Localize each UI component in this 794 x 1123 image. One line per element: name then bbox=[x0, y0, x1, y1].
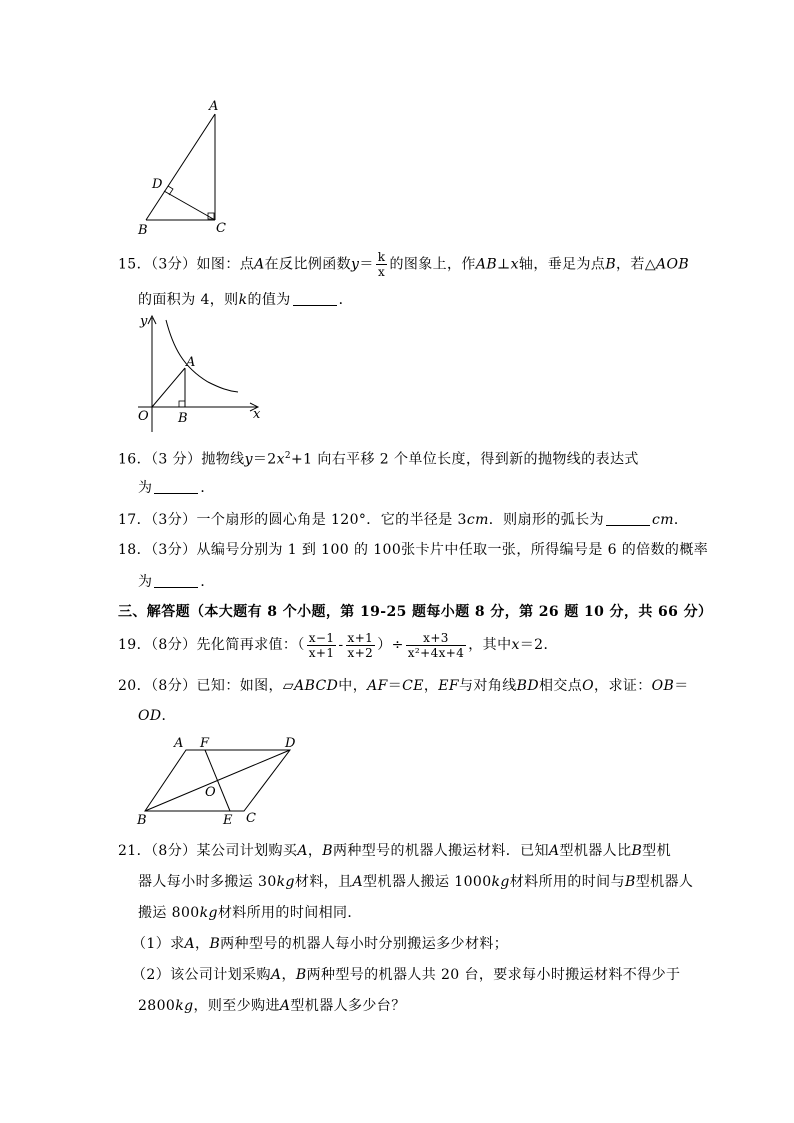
fraction-3: $\frac{x+3}{\text{x²+4x+4}}$ bbox=[407, 630, 465, 660]
label-y: y bbox=[140, 314, 148, 329]
question-16-line-2: 为 ． bbox=[138, 480, 215, 496]
label-o: O bbox=[205, 785, 216, 800]
fraction-1: $\frac{x-1}{x+1}$ bbox=[308, 630, 335, 660]
question-21-part-2-line-1: （2）该公司计划采购A，B两种型号的机器人共 20 台，要求每小时搬运材料不得少于 bbox=[132, 967, 681, 983]
label-a: A bbox=[186, 355, 196, 370]
label-b: B bbox=[178, 411, 188, 426]
label-a: A bbox=[174, 736, 184, 751]
answer-blank bbox=[154, 479, 198, 494]
label-c: C bbox=[216, 221, 226, 236]
coordinate-figure-q15 bbox=[128, 312, 268, 440]
question-21-line-1: 21．（8分）某公司计划购买A，B两种型号的机器人搬运材料．已知A型机器人比B型机 bbox=[118, 843, 671, 859]
question-21-line-3: 搬运 800kg材料所用的时间相同． bbox=[138, 905, 362, 921]
question-17: 17．（3分）一个扇形的圆心角是 120°．它的半径是 3cm．则扇形的弧长为 cm． bbox=[118, 512, 689, 528]
question-21-line-2: 器人每小时多搬运 30kg材料，且A型机器人搬运 1000kg材料所用的时间与B型机器人 bbox=[138, 874, 694, 890]
question-18-line-2: 为 ． bbox=[138, 574, 215, 590]
question-21-part-2-line-2: 2800kg，则至少购进A型机器人多少台？ bbox=[138, 998, 406, 1014]
label-b: B bbox=[137, 813, 147, 828]
answer-blank bbox=[606, 511, 650, 526]
label-b: B bbox=[138, 223, 148, 238]
fraction-2: $\frac{x+1}{x+2}$ bbox=[347, 630, 374, 660]
question-21-part-1: （1）求A，B两种型号的机器人每小时分别搬运多少材料； bbox=[132, 936, 509, 952]
question-20-line-2: OD． bbox=[138, 708, 176, 724]
question-15-line-1: 15．（3分）如图：点A在反比例函数y＝ $\frac{k}{x}$ 的图象上，作AB⊥x轴，垂足为点B，若△AOB bbox=[118, 250, 690, 279]
question-16-line-1: 16．（3 分）抛物线$y=2x^2+1$ 向右平移 2 个单位长度，得到新的抛物线的表达式 bbox=[118, 451, 639, 468]
section-heading: 三、解答题（本大题有 8 个小题，第 19-25 题每小题 8 分，第 26 题 10 分，共 66 分） bbox=[118, 604, 713, 620]
answer-blank bbox=[293, 291, 337, 306]
answer-blank bbox=[154, 573, 198, 588]
label-a: A bbox=[209, 99, 219, 114]
label-d: D bbox=[285, 736, 296, 751]
label-x: x bbox=[253, 407, 261, 422]
question-15-line-2: 的面积为 4，则k的值为 ． bbox=[138, 292, 354, 308]
label-c: C bbox=[246, 811, 256, 826]
question-19: 19．（8分）先化简再求值：（ $\frac{x-1}{x+1}$ - $\frac{x+1}{x+2}$ ）÷ $\frac{x+3}{\text{x²+4x+4}}$ ，其中x＝2． bbox=[118, 630, 558, 660]
label-f: F bbox=[200, 736, 210, 751]
label-e: E bbox=[223, 813, 233, 828]
label-d: D bbox=[152, 177, 163, 192]
fraction-k-over-x: $\frac{k}{x}$ bbox=[377, 250, 386, 279]
label-o: O bbox=[138, 409, 149, 424]
question-20-line-1: 20．（8分）已知：如图，▱ABCD中，AF＝CE，EF与对角线BD相交点O，求证：OB＝ bbox=[118, 678, 689, 694]
triangle-figure-q14 bbox=[130, 96, 240, 241]
parallelogram-figure-q20 bbox=[130, 732, 310, 828]
question-18-line-1: 18．（3分）从编号分别为 1 到 100 的 100张卡片中任取一张，所得编号是 6 的倍数的概率 bbox=[118, 542, 709, 558]
